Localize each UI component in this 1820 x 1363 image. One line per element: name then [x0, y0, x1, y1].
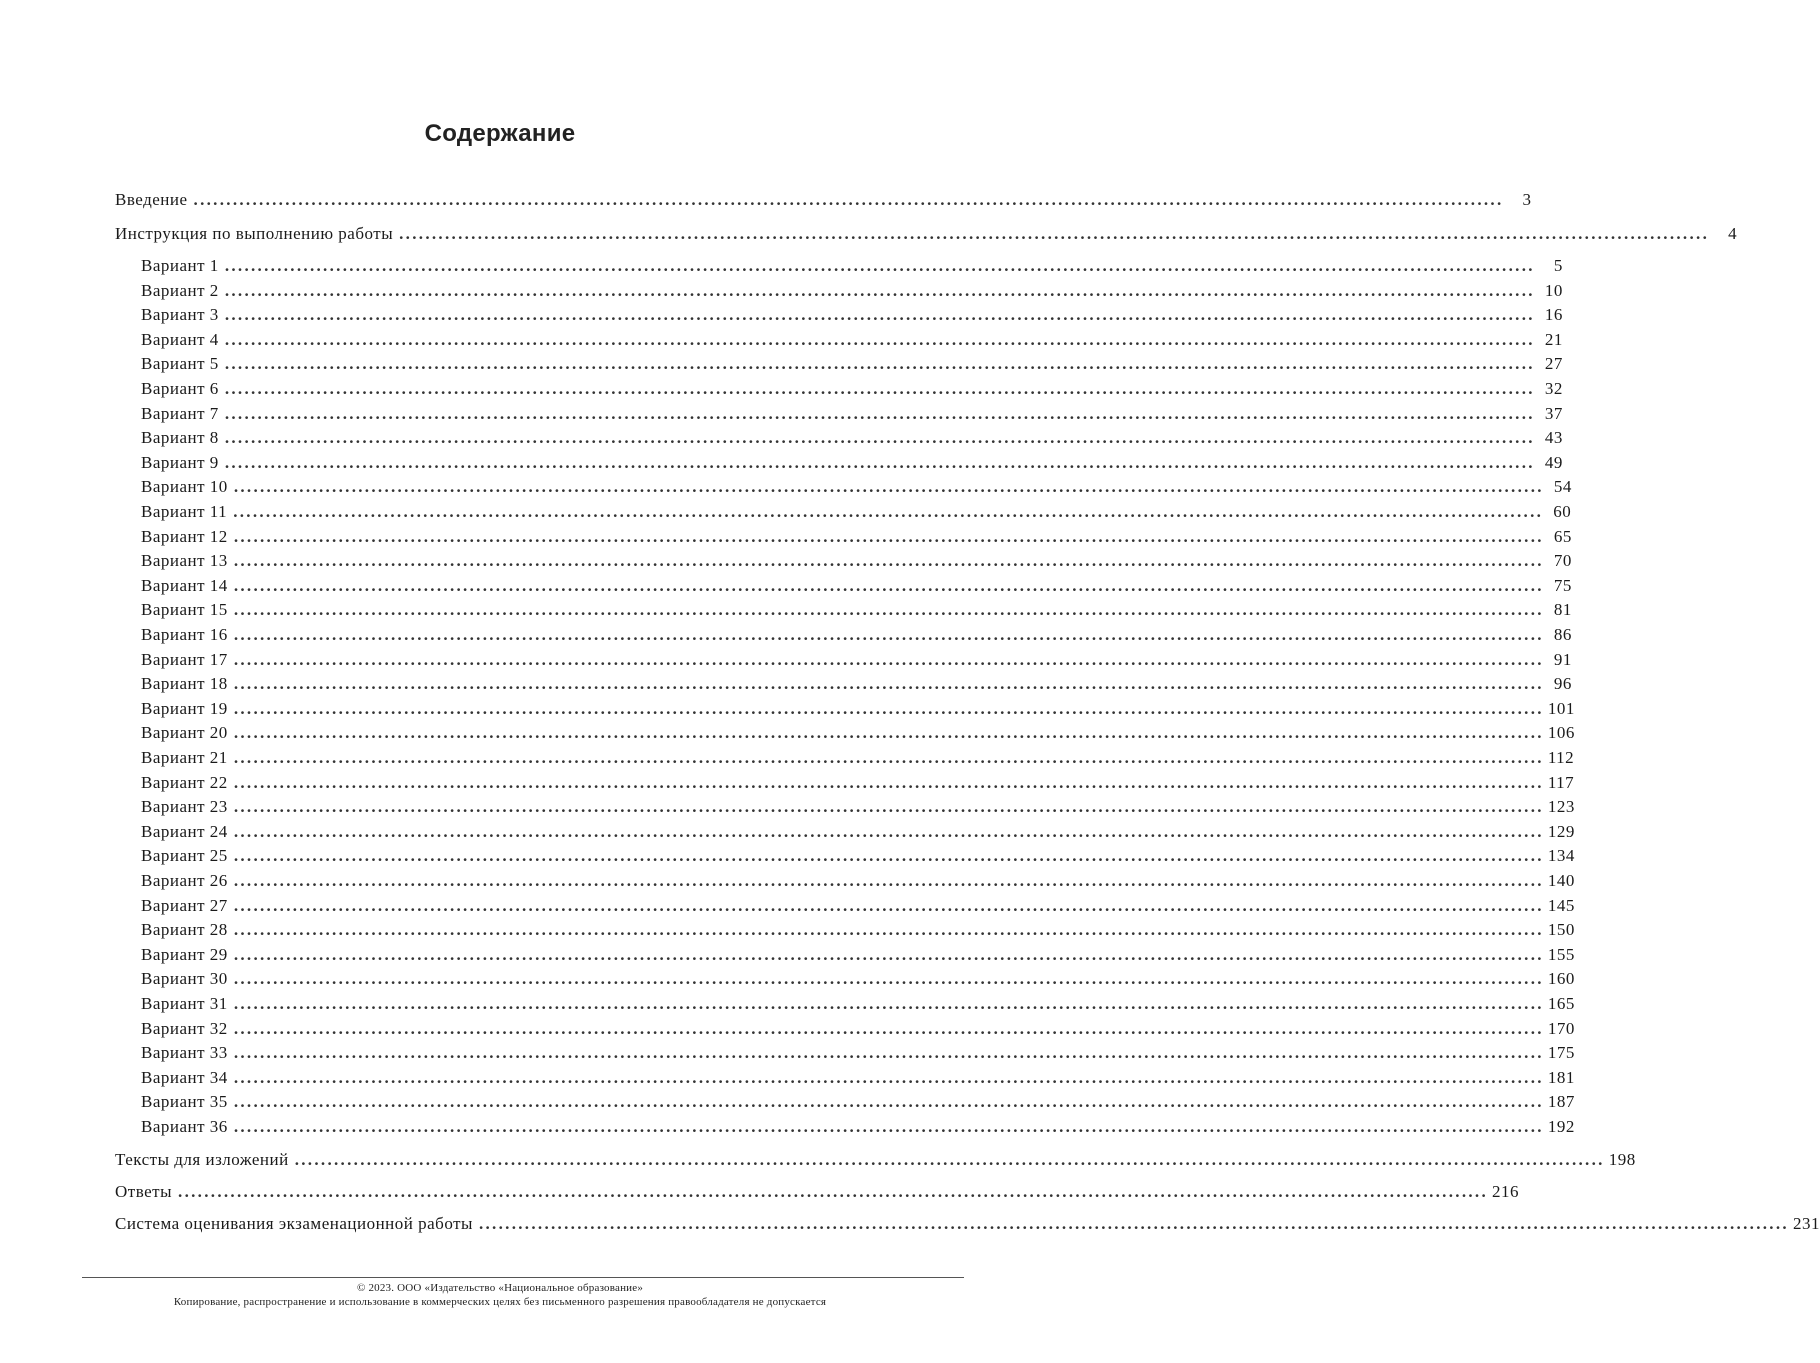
dot-leader: ........................................................................................................................................................................................................: [233, 1092, 1544, 1112]
toc-entry: [141, 1041, 1575, 1065]
toc-entry: [115, 188, 1532, 212]
toc-entry: [141, 697, 1575, 721]
toc-entry-page-number: 134: [1547, 846, 1575, 866]
toc-entry: [141, 377, 1563, 401]
toc-entry-label: Вариант 20: [141, 723, 228, 743]
toc-entry-page-number: 43: [1544, 428, 1563, 448]
toc-entry-page-number: 123: [1547, 797, 1575, 817]
dot-leader: ........................................................................................................................................................................................................: [233, 723, 1544, 743]
toc-entry: [141, 475, 1572, 499]
toc-entry-page-number: 216: [1492, 1182, 1520, 1201]
dot-leader: ........................................................................................................................................................................................................: [224, 329, 1535, 349]
toc-entry: [141, 254, 1563, 278]
toc-entry-page-number: 112: [1547, 748, 1575, 767]
toc-entry: [141, 426, 1563, 450]
dot-leader: ........................................................................................................................................................................................................: [224, 305, 1535, 325]
toc-entry-label: Вариант 4: [141, 329, 219, 349]
toc-entry: [141, 967, 1575, 991]
toc-entry-label: Вариант 35: [141, 1092, 228, 1112]
toc-entry-label: Вариант 11: [141, 502, 228, 521]
toc-entry: [141, 1090, 1575, 1114]
toc-entry-page-number: 91: [1553, 649, 1572, 669]
toc-entry-page-number: 4: [1728, 224, 1738, 243]
dot-leader: ........................................................................................................................................................................................................: [233, 674, 1544, 694]
toc-entry-page-number: 27: [1544, 354, 1563, 374]
toc-entry-page-number: 181: [1547, 1067, 1575, 1087]
dot-leader: ........................................................................................................................................................................................................: [224, 403, 1535, 423]
footer-divider: [82, 1277, 964, 1278]
toc-entry-page-number: 140: [1547, 871, 1575, 890]
toc-entry: [141, 894, 1575, 918]
toc-entry-label: Вариант 13: [141, 551, 228, 571]
toc-entry: [141, 992, 1575, 1016]
dot-leader: ........................................................................................................................................................................................................: [233, 821, 1544, 841]
toc-entry-label: Вариант 19: [141, 698, 228, 718]
dot-leader: ........................................................................................................................................................................................................: [399, 224, 1710, 243]
toc-entry: [141, 918, 1575, 942]
toc-entry-label: Вариант 28: [141, 920, 228, 940]
toc-entry-page-number: 165: [1547, 994, 1575, 1013]
toc-entry-page-number: 198: [1608, 1150, 1636, 1169]
toc-entry-label: Вариант 14: [141, 575, 228, 595]
toc-entry-page-number: 54: [1553, 477, 1572, 497]
toc-entry-label: Вариант 1: [141, 256, 219, 275]
dot-leader: ........................................................................................................................................................................................................: [233, 600, 1544, 620]
dot-leader: ........................................................................................................................................................................................................: [478, 1214, 1789, 1233]
toc-entry-label: Вариант 34: [141, 1067, 228, 1087]
toc-entry: [141, 721, 1575, 745]
toc-entry: [141, 648, 1572, 672]
toc-entry-page-number: 106: [1547, 723, 1575, 743]
toc-entry-label: Вариант 2: [141, 280, 219, 300]
dot-leader: ........................................................................................................................................................................................................: [233, 772, 1544, 792]
toc-entry: [141, 844, 1575, 868]
dot-leader: ........................................................................................................................................................................................................: [224, 354, 1535, 374]
dot-leader: ........................................................................................................................................................................................................: [233, 625, 1544, 644]
toc-entry-page-number: 129: [1547, 821, 1575, 841]
dot-leader: ........................................................................................................................................................................................................: [233, 477, 1544, 497]
toc-entry-page-number: 37: [1544, 403, 1563, 423]
toc-entry-page-number: 60: [1553, 502, 1572, 521]
toc-entry-label: Вариант 31: [141, 994, 228, 1013]
toc-entry: [141, 525, 1572, 549]
toc-entry-page-number: 16: [1544, 305, 1563, 325]
toc-entry-label: Инструкция по выполнению работы: [115, 224, 394, 243]
toc-entry: [141, 598, 1572, 622]
dot-leader: ........................................................................................................................................................................................................: [294, 1150, 1605, 1169]
toc-entry-page-number: 70: [1553, 551, 1572, 571]
dot-leader: ........................................................................................................................................................................................................: [233, 649, 1544, 669]
dot-leader: ........................................................................................................................................................................................................: [224, 280, 1535, 300]
toc-entry-label: Вариант 10: [141, 477, 228, 497]
toc-entry-page-number: 101: [1547, 698, 1575, 718]
toc-entry: [141, 451, 1563, 475]
toc-entry: [141, 869, 1575, 893]
toc-entry-page-number: 49: [1544, 452, 1563, 472]
toc-entry: [141, 279, 1563, 303]
toc-entry-page-number: 96: [1553, 674, 1572, 694]
toc-entry-label: Вариант 12: [141, 526, 228, 546]
dot-leader: ........................................................................................................................................................................................................: [224, 452, 1535, 472]
toc-entry: [141, 672, 1572, 696]
toc-entry: [141, 1066, 1575, 1090]
dot-leader: ........................................................................................................................................................................................................: [233, 969, 1544, 989]
toc-entry-label: Вариант 5: [141, 354, 219, 374]
toc-entry-label: Ответы: [115, 1182, 173, 1201]
toc-entry: [141, 574, 1572, 598]
dot-leader: ........................................................................................................................................................................................................: [224, 379, 1535, 398]
dot-leader: ........................................................................................................................................................................................................: [233, 1067, 1544, 1087]
dot-leader: ........................................................................................................................................................................................................: [233, 526, 1544, 546]
toc-entry: [141, 303, 1563, 327]
toc-entry: [141, 549, 1572, 573]
toc-entry-page-number: 65: [1553, 526, 1572, 546]
toc-entry-label: Вариант 32: [141, 1018, 228, 1038]
toc-entry-page-number: 145: [1547, 895, 1575, 915]
toc-entry: [141, 402, 1563, 426]
toc-entry: [141, 746, 1575, 770]
dot-leader: ........................................................................................................................................................................................................: [233, 944, 1544, 964]
toc-entry: [115, 1148, 1636, 1172]
toc-entry-label: Вариант 29: [141, 944, 228, 964]
dot-leader: ........................................................................................................................................................................................................: [233, 797, 1544, 817]
toc-entry: [141, 328, 1563, 352]
dot-leader: ........................................................................................................................................................................................................: [233, 1043, 1544, 1063]
toc-entry-page-number: 155: [1547, 944, 1575, 964]
toc-entry-page-number: 21: [1544, 329, 1563, 349]
toc-entry-label: Вариант 16: [141, 625, 228, 644]
toc-entry: [141, 623, 1572, 647]
page-title: Содержание: [424, 120, 576, 147]
toc-entry: [141, 500, 1572, 524]
toc-entry-label: Вариант 30: [141, 969, 228, 989]
dot-leader: ........................................................................................................................................................................................................: [233, 551, 1544, 571]
toc-entry-label: Вариант 23: [141, 797, 228, 817]
toc-entry-label: Вариант 27: [141, 895, 228, 915]
dot-leader: ........................................................................................................................................................................................................: [233, 1018, 1544, 1038]
toc-entry: [141, 352, 1563, 376]
toc-entry-label: Вариант 22: [141, 772, 228, 792]
toc-entry: [115, 222, 1738, 246]
dot-leader: ........................................................................................................................................................................................................: [233, 748, 1544, 767]
toc-entry-label: Вариант 9: [141, 452, 219, 472]
toc-entry-page-number: 81: [1553, 600, 1572, 620]
toc-entry-label: Вариант 25: [141, 846, 228, 866]
toc-entry-page-number: 175: [1547, 1043, 1575, 1063]
toc-entry-label: Вариант 8: [141, 428, 219, 448]
toc-entry: [115, 1212, 1820, 1236]
toc-entry: [141, 820, 1575, 844]
toc-entry-page-number: 170: [1547, 1018, 1575, 1038]
toc-entry-label: Система оценивания экзаменационной работы: [115, 1214, 473, 1233]
toc-entry-label: Вариант 7: [141, 403, 219, 423]
toc-entry: [115, 1180, 1520, 1204]
dot-leader: ........................................................................................................................................................................................................: [233, 575, 1544, 595]
dot-leader: ........................................................................................................................................................................................................: [233, 502, 1544, 521]
toc-entry-label: Вариант 36: [141, 1117, 228, 1136]
toc-entry-label: Вариант 17: [141, 649, 228, 669]
toc-entry: [141, 795, 1575, 819]
toc-entry-page-number: 75: [1553, 575, 1572, 595]
toc-entry-page-number: 160: [1547, 969, 1575, 989]
toc-entry-page-number: 117: [1547, 772, 1575, 792]
toc-entry-page-number: 187: [1547, 1092, 1575, 1112]
toc-entry: [141, 943, 1575, 967]
toc-entry-label: Тексты для изложений: [115, 1150, 289, 1169]
toc-entry-label: Вариант 33: [141, 1043, 228, 1063]
footer-copyright: © 2023. ООО «Издательство «Национальное образование»: [356, 1282, 644, 1294]
toc-entry-label: Вариант 26: [141, 871, 228, 890]
toc-entry-label: Вариант 21: [141, 748, 228, 767]
toc-entry: [141, 1115, 1575, 1139]
toc-entry: [141, 771, 1575, 795]
dot-leader: ........................................................................................................................................................................................................: [233, 895, 1544, 915]
footer-notice: Копирование, распространение и использование в коммерческих целях без письменного разрешения правообладателя не допускается: [173, 1296, 827, 1308]
toc-entry-page-number: 32: [1544, 379, 1563, 398]
dot-leader: ........................................................................................................................................................................................................: [224, 256, 1535, 275]
toc-entry-label: Вариант 24: [141, 821, 228, 841]
toc-entry-label: Вариант 18: [141, 674, 228, 694]
dot-leader: ........................................................................................................................................................................................................: [233, 698, 1544, 718]
toc-entry-page-number: 10: [1544, 280, 1563, 300]
toc-entry-label: Вариант 15: [141, 600, 228, 620]
toc-entry-page-number: 5: [1553, 256, 1563, 275]
dot-leader: ........................................................................................................................................................................................................: [224, 428, 1535, 448]
toc-entry-page-number: 231: [1792, 1214, 1820, 1233]
toc-entry-page-number: 192: [1547, 1117, 1575, 1136]
toc-entry: [141, 1017, 1575, 1041]
dot-leader: ........................................................................................................................................................................................................: [233, 871, 1544, 890]
dot-leader: ........................................................................................................................................................................................................: [233, 846, 1544, 866]
toc-entry-label: Введение: [115, 190, 188, 209]
dot-leader: ........................................................................................................................................................................................................: [233, 994, 1544, 1013]
toc-entry-label: Вариант 3: [141, 305, 219, 325]
toc-entry-page-number: 3: [1522, 190, 1532, 209]
dot-leader: ........................................................................................................................................................................................................: [193, 190, 1504, 209]
dot-leader: ........................................................................................................................................................................................................: [178, 1182, 1489, 1201]
toc-entry-label: Вариант 6: [141, 379, 219, 398]
toc-entry-page-number: 150: [1547, 920, 1575, 940]
dot-leader: ........................................................................................................................................................................................................: [233, 920, 1544, 940]
dot-leader: ........................................................................................................................................................................................................: [233, 1117, 1544, 1136]
toc-entry-page-number: 86: [1553, 625, 1572, 644]
